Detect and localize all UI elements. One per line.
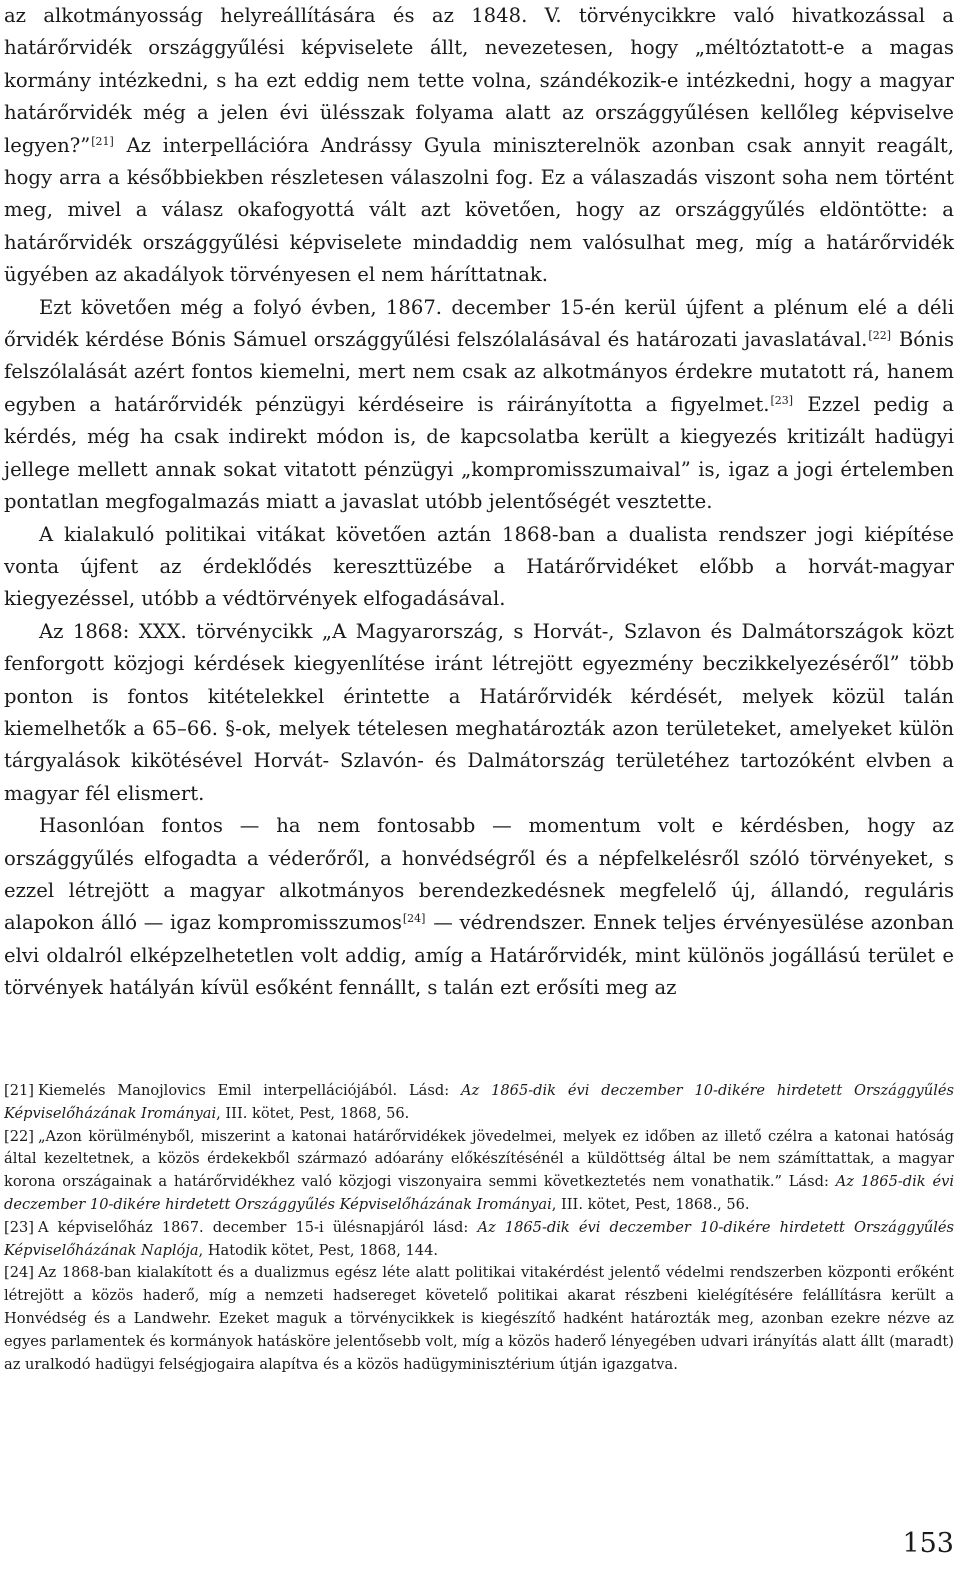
footnote-ref-24[interactable]: [24]: [402, 912, 426, 926]
paragraph-5: [4, 810, 954, 1004]
footnote-number: [24]: [4, 1264, 34, 1282]
footnote-ref-21[interactable]: [21]: [91, 134, 114, 148]
footnote-24: [4, 1262, 954, 1376]
paragraph-1-text-a: az alkotmányosság helyreállítására és az 1848. V. törvénycikkre való hivatkozással a határőrvidék országgyűlési képviselete állt, nevezetesen, hogy „méltóztatott-e a magas kormány intézkedni, s ha ezt eddig nem tette volna, szándékozik-e intézkedni, hogy a magyar határőrvidék még a jelen évi ülésszak folyama alatt az országgyűlésen kellőleg képviselve legyen?”: [4, 4, 954, 157]
footnote-text: Az 1868-ban kialakított és a dualizmus egész léte alatt politikai vitakérdést jelentő védelmi rendszerben központi erőként létrejött a közös haderő, míg a nemzeti hadsereget követelő politikai akarat részbeni kielégítésére felállításra került a Honvédség és a Landwehr. Ezeket maguk a törvénycikkek is kiegészítő hadként határozták meg, azonban ezekre nézve az egyes parlamentek és kormányok hatásköre jelentősebb volt, míg a közös haderő lényegében udvari irányítás alatt állt (maradt) az uralkodó hadügyi felségjogaira alapítva és a közös hadügyminisztérium útján igazgatva.: [4, 1264, 954, 1373]
footnotes-section: [4, 1080, 954, 1376]
paragraph-2-text-b: Bónis felszólalását azért fontos kiemelni, mert nem csak az alkotmányos érdekre mutatott rá, hanem egyben a határőrvidék pénzügyi kérdéseire is ráirányította a figyelmet.: [4, 328, 954, 416]
paragraph-2-text-a: Ezt követően még a folyó évben, 1867. december 15-én kerül újfent a plénum elé a déli őrvidék kérdése Bónis Sámuel országgyűlési felszólalásával és határozati javaslatával.: [4, 295, 954, 352]
footnote-text: A képviselőház 1867. december 15-i ülésnapjáról lásd:: [37, 1218, 478, 1236]
footnote-citation-title: Az 1865-dik évi deczember 10-dikére hirdetett Országgyűlés Képviselőházának Naplója: [4, 1218, 954, 1259]
footnote-citation-title: Az 1865-dik évi deczember 10-dikére hirdetett Országgyűlés Képviselőházának Irományai: [4, 1082, 954, 1122]
footnote-ref-22[interactable]: [22]: [868, 329, 892, 343]
footnote-citation-tail: , Hatodik kötet, Pest, 1868, 144.: [198, 1241, 439, 1259]
footnote-text: Kiemelés Manojlovics Emil interpellációjából. Lásd:: [37, 1082, 461, 1099]
footnote-number: [23]: [4, 1218, 34, 1236]
page-number: 153: [902, 1528, 954, 1559]
paragraph-4: Az 1868: XXX. törvénycikk „A Magyarország, s Horvát-, Szlavon és Dalmátországok közt fenforgott közjogi kérdések kiegyenlítése iránt létrejött egyezmény beczikkelyezéséről” több ponton is fontos kitételekkel érintette a Határőrvidék kérdését, melyek közül talán kiemelhetők a 65–66. §-ok, melyek tételesen meghatározták azon területeket, amelyeket külön tárgyalások kikötésével Horvát- Szlavón- és Dalmátország területéhez tartozóként elvben a magyar fél elismert.: [4, 619, 954, 805]
paragraph-5-text-b: — védrendszer. Ennek teljes érvényesülése azonban elvi oldalról elképzelhetetlen volt addig, amíg a Határőrvidék, mint különös jogállású terület e törvények hatályán kívül esőként fennállt, s talán ezt erősíti meg az: [4, 911, 955, 1000]
footnote-citation-tail: , III. kötet, Pest, 1868, 56.: [216, 1104, 410, 1122]
footnote-23: [4, 1217, 954, 1263]
paragraph-2: [4, 292, 954, 519]
paragraph-2-text-c: Ezzel pedig a kérdés, még ha csak indirekt módon is, de kapcsolatba került a kiegyezés kritizált hadügyi jellege mellett annak sokat vitatott pénzügyi „kompromisszumaival” is, igaz a jogi értelemben pontatlan megfogalmazás miatt a javaslat utóbb jelentőségét vesztette.: [4, 392, 954, 514]
paragraph-3: A kialakuló politikai vitákat követően aztán 1868-ban a dualista rendszer jogi kiépítése vonta újfent az érdeklődés kereszttüzébe a Határőrvidéket előbb a horvát-magyar kiegyezéssel, utóbb a védtörvények elfogadásával.: [4, 522, 954, 611]
footnote-22: [4, 1126, 954, 1217]
footnote-text: „Azon körülményből, miszerint a katonai határőrvidékek jövedelmei, melyek ez időben az illető czélra a katonai hatóság által kezeltetnek, a közös érdekekből származó adóarány előkészítésénél a küldöttség által be nem számíttattak, a magyar korona országainak a határőrvidékhez való közjogi viszonyaira semmi következtetés nem vonathatik.” Lásd:: [4, 1127, 954, 1191]
paragraph-1: [4, 0, 954, 292]
footnote-citation-tail: , III. kötet, Pest, 1868., 56.: [551, 1195, 750, 1213]
footnote-number: [21]: [4, 1082, 34, 1099]
paragraph-5-text-a: Hasonlóan fontos — ha nem fontosabb — momentum volt e kérdésben, hogy az országgyűlés elfogadta a véderőről, a honvédségről és a népfelkelésről szóló törvényeket, s ezzel létrejött a magyar alkotmányos berendezkedésnek megfelelő új, állandó, reguláris alapokon álló — igaz kompromisszumos: [4, 814, 954, 935]
footnote-ref-23[interactable]: [23]: [770, 393, 794, 407]
footnote-citation-title: Az 1865-dik évi deczember 10-dikére hirdetett Országgyűlés Képviselőházának Irományai: [4, 1173, 954, 1213]
footnote-number: [22]: [4, 1127, 34, 1145]
footnote-21: [4, 1080, 954, 1126]
paragraph-1-text-b: Az interpellációra Andrássy Gyula miniszterelnök azonban csak annyit reagált, hogy arra a későbbiekben részletesen válaszolni fog. Ez a válaszadás viszont soha nem történt meg, mivel a válasz okafogyottá vált azt követően, hogy az országgyűlés eldöntötte: a határőrvidék országgyűlési képviselete mindaddig nem valósulhat meg, míg a határőrvidék ügyében az akadályok törvényesen el nem háríttatnak.: [4, 133, 954, 287]
body-text: [4, 0, 954, 1005]
